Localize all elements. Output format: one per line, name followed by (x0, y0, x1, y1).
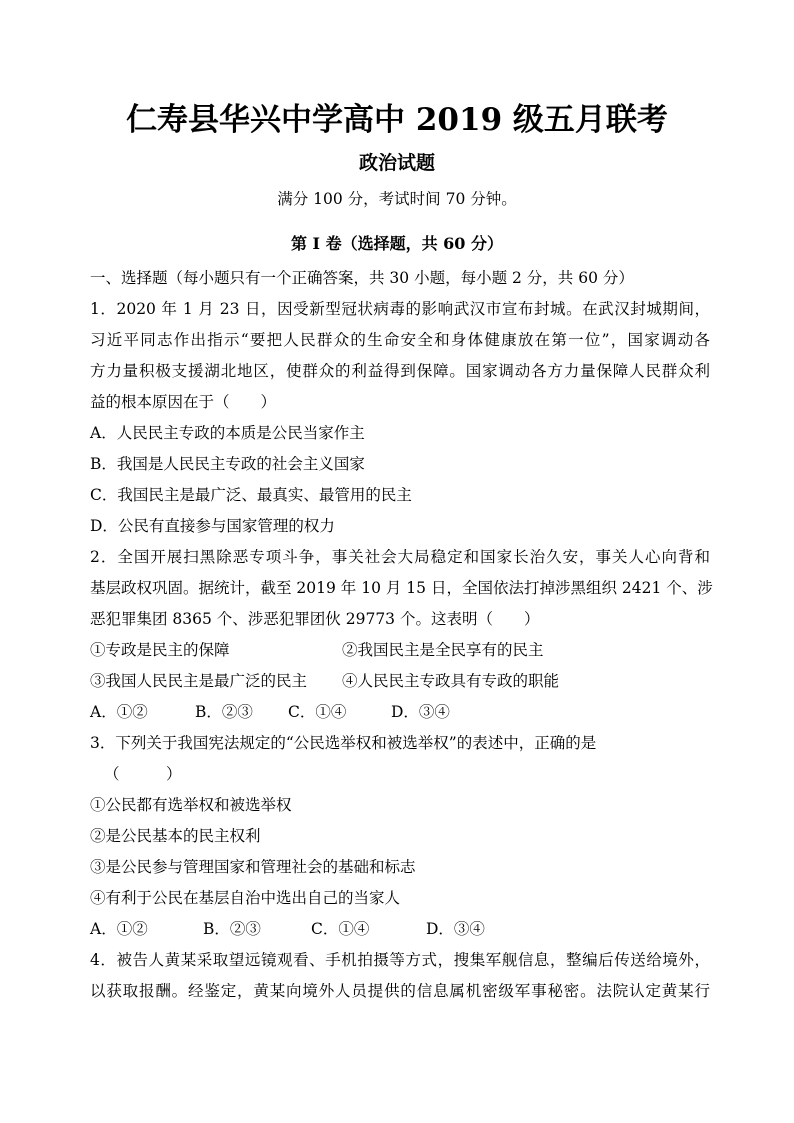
q3-item-3: ③是公民参与管理国家和管理社会的基础和标志 (90, 858, 416, 876)
q1-line: 1．2020 年 1 月 23 日，因受新型冠状病毒的影响武汉市宣布封城。在武汉封城期间， (90, 300, 710, 318)
q2-item-2: ②我国民主是全民享有的民主 (342, 641, 544, 659)
q1-line: 益的根本原因在于（ ） (90, 393, 277, 411)
q1-option-d: D．公民有直接参与国家管理的权力 (90, 517, 335, 535)
q2-items-row (90, 666, 710, 697)
q2-line: 恶犯罪集团 8365 个、涉恶犯罪团伙 29773 个。这表明（ ） (90, 610, 540, 628)
exam-subtitle: 政治试题 (358, 152, 435, 174)
q1-option-c: C．我国民主是最广泛、最真实、最管用的民主 (90, 486, 412, 504)
q3-choice-c: C．①④ (311, 920, 370, 938)
q2-item-4: ④人民民主专政具有专政的职能 (342, 672, 560, 690)
q2-choice-b: B．②③ (195, 703, 253, 721)
q2-choice-c: C．①④ (288, 703, 347, 721)
q3-answer-paren: （ ） (104, 765, 182, 783)
q3-choices (90, 914, 710, 945)
q4-line: 4．被告人黄某采取望远镜观看、手机拍摄等方式，搜集军舰信息，整编后传送给境外， (90, 951, 710, 969)
q2-line: 基层政权巩固。据统计，截至 2019 年 10 月 15 日，全国依法打掉涉黑组织 2421 个、涉 (90, 579, 713, 597)
q1-line: 方力量积极支援湖北地区，使群众的利益得到保障。国家调动各方力量保障人民群众利 (90, 362, 710, 380)
instructions: 一、选择题（每小题只有一个正确答案，共 30 小题，每小题 2 分，共 60 分） (90, 269, 634, 287)
q3-choice-d: D．③④ (426, 920, 485, 938)
q3-line: 3．下列关于我国宪法规定的“公民选举权和被选举权”的表述中，正确的是 (90, 734, 597, 752)
q2-item-1: ①专政是民主的保障 (90, 641, 230, 659)
q2-choices (90, 697, 710, 728)
exam-title: 仁寿县华兴中学高中 2019 级五月联考 (126, 102, 668, 138)
q3-choice-a: A．①② (90, 920, 148, 938)
q3-item-4: ④有利于公民在基层自治中选出自己的当家人 (90, 889, 401, 907)
question-content (90, 263, 713, 1007)
exam-info: 满分 100 分，考试时间 70 分钟。 (277, 190, 517, 208)
q1-option-a: A．人民民主专政的本质是公民当家作主 (90, 424, 365, 442)
q1-line: 习近平同志作出指示“要把人民群众的生命安全和身体健康放在第一位”，国家调动各 (90, 331, 710, 349)
q1-option-b: B．我国是人民民主专政的社会主义国家 (90, 455, 365, 473)
q2-choice-d: D．③④ (391, 703, 450, 721)
q3-item-1: ①公民都有选举权和被选举权 (90, 796, 292, 814)
section-heading: 第 I 卷（选择题，共 60 分） (290, 234, 504, 253)
q2-items-row (90, 635, 710, 666)
q2-line: 2．全国开展扫黑除恶专项斗争，事关社会大局稳定和国家长治久安，事关人心向背和 (90, 548, 710, 566)
q3-item-2: ②是公民基本的民主权利 (90, 827, 261, 845)
q3-choice-b: B．②③ (203, 920, 261, 938)
q2-choice-a: A．①② (90, 703, 148, 721)
q4-line: 以获取报酬。经鉴定，黄某向境外人员提供的信息属机密级军事秘密。法院认定黄某行 (90, 982, 710, 1000)
q2-item-3: ③我国人民民主是最广泛的民主 (90, 672, 308, 690)
